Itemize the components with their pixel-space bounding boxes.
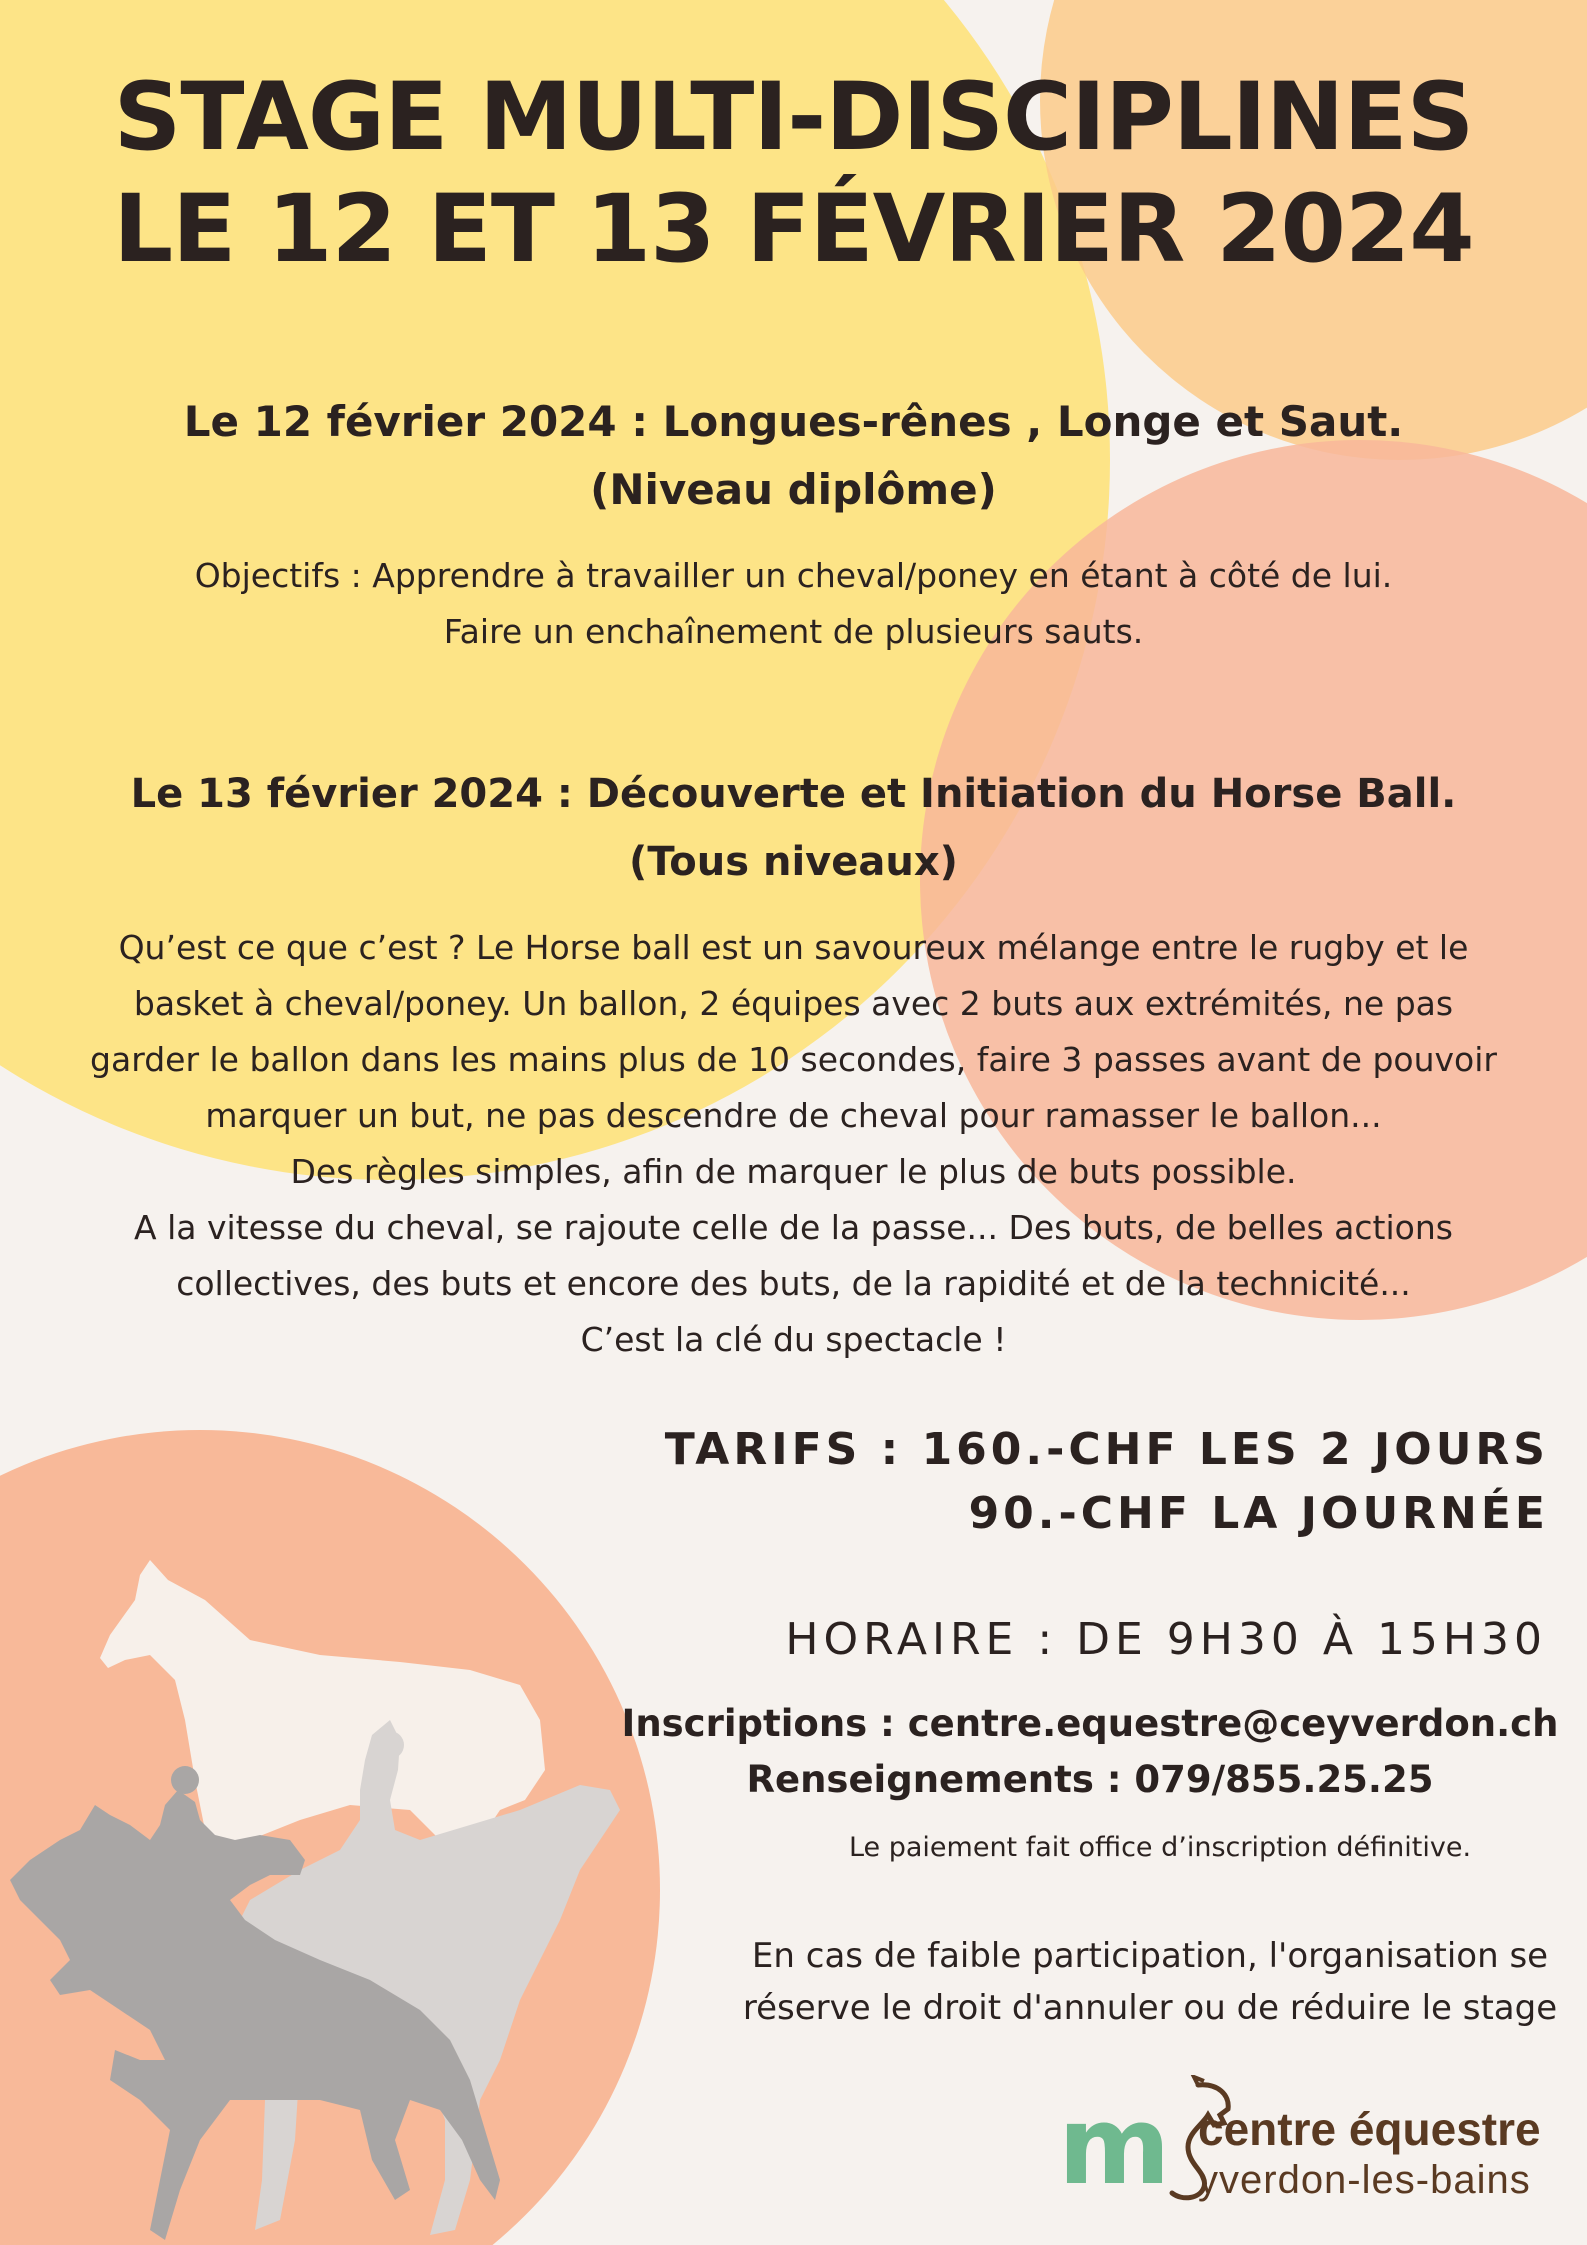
logo-letters: m: [1058, 2084, 1165, 2209]
day2-text-line: C’est la clé du spectacle !: [580, 1320, 1007, 1359]
day2-heading: [0, 760, 1587, 896]
inscriptions-line: Inscriptions : centre.equestre@ceyverdon.ch: [621, 1702, 1559, 1745]
tarifs-line1: TARIFS : 160.-CHF LES 2 JOURS: [664, 1424, 1549, 1475]
logo-line2: yverdon-les-bains: [1198, 2158, 1531, 2202]
payment-note: Le paiement fait office d’inscription définitive.: [848, 1832, 1472, 1863]
logo: [1058, 2075, 1578, 2225]
day2-heading-line1: Le 13 février 2024 : Découverte et Initiation du Horse Ball.: [130, 771, 1457, 817]
day2-description: [0, 920, 1587, 1368]
day1-description: [0, 548, 1587, 660]
cancel-note-line1: En cas de faible participation, l'organisation se: [751, 1936, 1549, 1976]
main-title: [0, 62, 1587, 286]
day2-text-line: Qu’est ce que c’est ? Le Horse ball est un savoureux mélange entre le rugby et le: [118, 928, 1469, 967]
main-title-line1: STAGE MULTI-DISCIPLINES: [113, 63, 1474, 172]
day1-heading: [0, 388, 1587, 524]
day2-text-line: basket à cheval/poney. Un ballon, 2 équipes avec 2 buts aux extrémités, ne pas: [133, 984, 1454, 1023]
day2-text-line: A la vitesse du cheval, se rajoute celle de la passe... Des buts, de belles actions: [134, 1208, 1453, 1247]
rider-head-icon: [376, 1731, 404, 1759]
logo-line1: centre équestre: [1198, 2103, 1541, 2155]
tarifs-line2: 90.-CHF LA JOURNÉE: [968, 1488, 1549, 1539]
day2-heading-line2: (Tous niveaux): [629, 839, 958, 885]
day1-heading-line2: (Niveau diplôme): [590, 465, 997, 514]
horaire: HORAIRE : DE 9H30 À 15H30: [785, 1614, 1547, 1665]
main-title-line2: LE 12 ET 13 FÉVRIER 2024: [113, 175, 1474, 284]
day2-text-line: Des règles simples, afin de marquer le plus de buts possible.: [290, 1152, 1297, 1191]
day2-text-line: collectives, des buts et encore des buts, de la rapidité et de la technicité...: [176, 1264, 1411, 1303]
day1-text-line: Faire un enchaînement de plusieurs sauts.: [443, 612, 1144, 651]
cancel-note: [720, 1930, 1580, 2034]
rider-head-icon: [171, 1766, 199, 1794]
day1-text-line: Objectifs : Apprendre à travailler un cheval/poney en étant à côté de lui.: [194, 556, 1393, 595]
day2-text-line: garder le ballon dans les mains plus de 10 secondes, faire 3 passes avant de pouvoir: [90, 1040, 1497, 1079]
day1-heading-line1: Le 12 février 2024 : Longues-rênes , Longe et Saut.: [183, 397, 1404, 446]
cancel-note-line2: réserve le droit d'annuler ou de réduire le stage: [742, 1988, 1558, 2028]
tarifs-block: [665, 1418, 1549, 1546]
renseignements-line: Renseignements : 079/855.25.25: [746, 1758, 1434, 1801]
horse-silhouettes-illustration: [0, 1540, 680, 2245]
contacts-block: [600, 1696, 1580, 1808]
day2-text-line: marquer un but, ne pas descendre de cheval pour ramasser le ballon...: [205, 1096, 1382, 1135]
